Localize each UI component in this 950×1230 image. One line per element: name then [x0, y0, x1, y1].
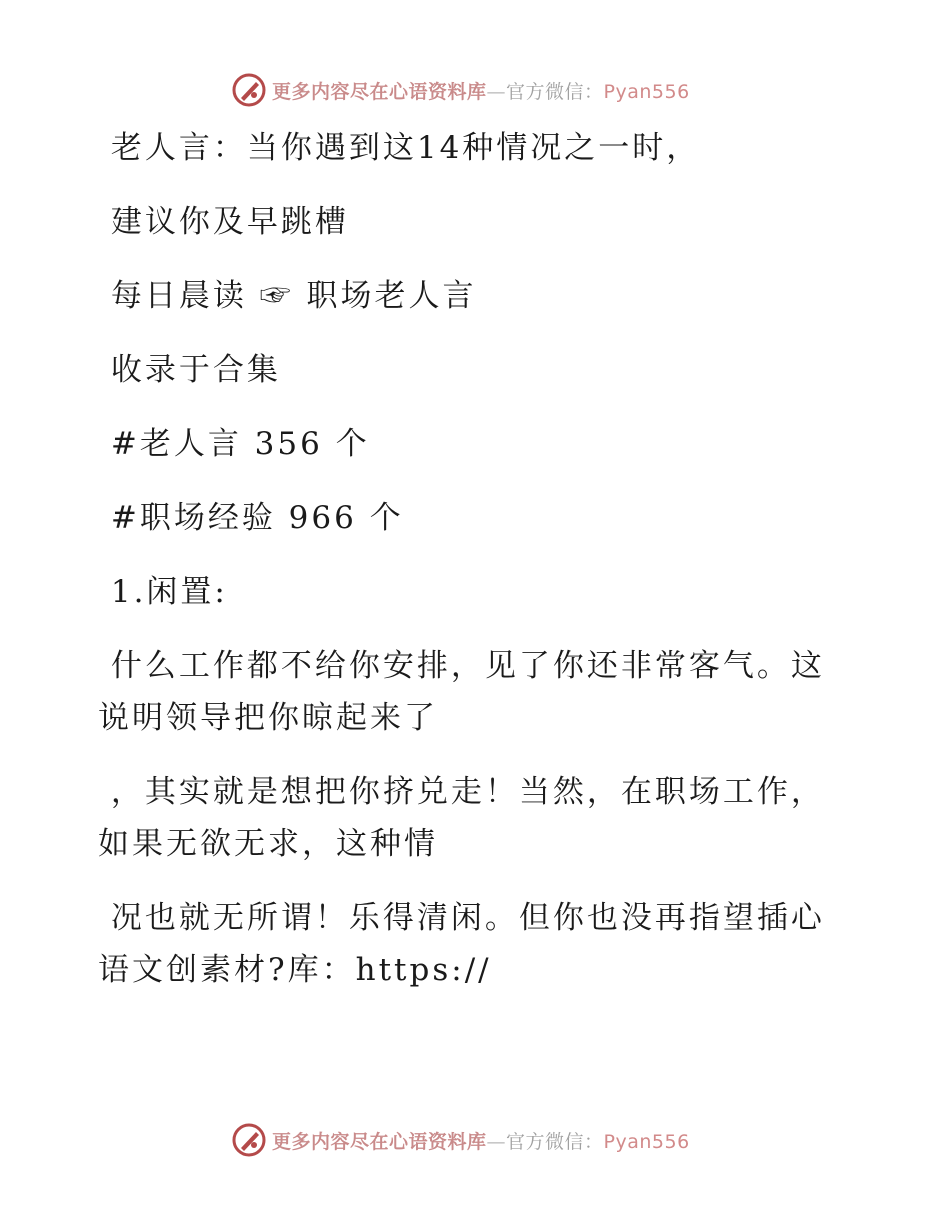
pen-logo-icon: [232, 1123, 266, 1157]
banner-brand: 更多内容尽在心语资料库: [272, 80, 487, 103]
text-line: 如果无欲无求，这种情: [98, 826, 438, 862]
text-line: 建议你及早跳槽: [98, 204, 349, 240]
banner-wechat-id: Pyan556: [603, 80, 690, 103]
banner-brand: 更多内容尽在心语资料库: [272, 1130, 487, 1153]
text-line: 什么工作都不给你安排，见了你还非常客气。这: [98, 648, 825, 684]
banner-dash: —: [486, 80, 507, 103]
text-line: 1.闲置:: [98, 574, 228, 610]
text-line: ，其实就是想把你挤兑走！当然，在职场工作，: [98, 774, 825, 810]
text-line: 况也就无所谓！乐得清闲。但你也没再指望插心: [98, 900, 825, 936]
banner-label: 官方微信：: [506, 1130, 604, 1153]
document-body: [98, 122, 843, 996]
banner-dash: —: [486, 1130, 507, 1153]
text-line: #老人言 356 个: [98, 426, 370, 462]
banner-label: 官方微信：: [506, 80, 604, 103]
text-line: 语文创素材?库：https://: [98, 952, 492, 988]
footer-banner: [232, 1120, 722, 1160]
header-banner: [232, 70, 722, 110]
text-line: #职场经验 966 个: [98, 500, 404, 536]
banner-text: [272, 1127, 690, 1154]
banner-text: [272, 77, 690, 104]
banner-wechat-id: Pyan556: [603, 1130, 690, 1153]
text-line: 每日晨读 ☞ 职场老人言: [98, 278, 477, 314]
text-line: 说明领导把你晾起来了: [98, 700, 438, 736]
text-line: 收录于合集: [98, 352, 281, 388]
pen-logo-icon: [232, 73, 266, 107]
text-line: 老人言：当你遇到这14种情况之一时，: [98, 130, 701, 166]
